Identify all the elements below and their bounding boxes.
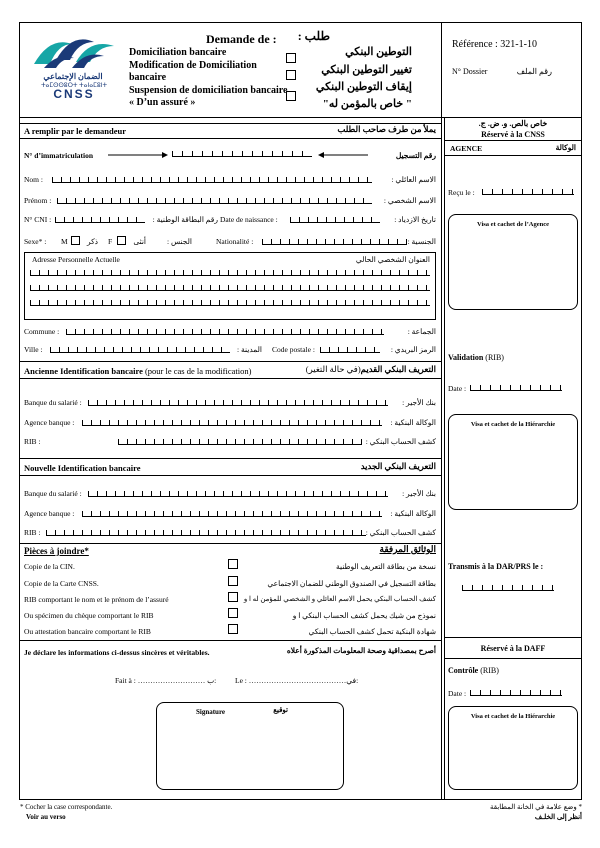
ville-field[interactable] bbox=[50, 344, 230, 353]
logo-cnss: CNSS bbox=[53, 87, 95, 101]
reference-label: Référence : 321-1-10 bbox=[452, 39, 537, 50]
piece-5-ar: شهادة البنكية تحمل كشف الحساب البنكي bbox=[308, 627, 436, 636]
signature-label-ar: توقيع bbox=[273, 706, 288, 714]
adresse-label-ar: العنوان الشخصي الحالي bbox=[355, 255, 430, 264]
option-suspension-fr: Suspension de domiciliation bancaire « D’un assuré » bbox=[129, 85, 288, 108]
validation-label: Validation (RIB) bbox=[448, 353, 504, 362]
ancienne-agence-ar: الوكالة البنكية : bbox=[390, 418, 436, 427]
ancienne-rib-ar: كشف الحساب البنكي : bbox=[365, 437, 436, 446]
controle-date-field[interactable] bbox=[470, 687, 562, 696]
ancienne-title-fr: Ancienne Identification bancaire (pour le cas de la modification) bbox=[24, 366, 252, 376]
piece-4-fr: Ou spécimen du chèque comportant le RIB bbox=[24, 611, 154, 620]
pieces-title-ar: الوثائق المرفقة bbox=[379, 544, 436, 554]
prenom-label-ar: الاسم الشخصي : bbox=[383, 196, 436, 205]
piece-2-fr: Copie de la Carte CNSS. bbox=[24, 579, 99, 588]
nouvelle-rib-fr: RIB : bbox=[24, 528, 41, 537]
header-divider bbox=[19, 117, 582, 118]
visa-hierarchie-box[interactable] bbox=[448, 414, 578, 510]
nouvelle-top-line bbox=[19, 458, 441, 459]
footer-note-ar: * وضع علامة في الخانة المطابقة bbox=[489, 803, 582, 811]
demande-title-ar: طلب : bbox=[297, 29, 330, 43]
nom-label-fr: Nom : bbox=[24, 175, 43, 184]
ancienne-title-ar: التعريف البنكي القديم(في حالة التغير) bbox=[305, 364, 436, 374]
piece-1-checkbox[interactable] bbox=[228, 559, 238, 569]
adresse-line-1[interactable] bbox=[30, 267, 430, 276]
cni-field[interactable] bbox=[55, 214, 145, 223]
cni-label-fr: N° CNI : bbox=[24, 215, 52, 224]
footer-note-fr: * Cocher la case correspondante. bbox=[20, 803, 113, 811]
validation-date-label: Date : bbox=[448, 384, 467, 393]
sexe-m-ar: ذكر bbox=[86, 237, 98, 246]
piece-2-checkbox[interactable] bbox=[228, 576, 238, 586]
le-label: Le : …………………………………في: bbox=[235, 676, 359, 685]
daff-title-line bbox=[444, 658, 582, 659]
immat-field[interactable] bbox=[172, 148, 312, 157]
nouvelle-rib-ar: كشف الحساب البنكي : bbox=[365, 528, 436, 537]
nom-field[interactable] bbox=[52, 174, 372, 183]
footer-verso-fr[interactable]: Voir au verso bbox=[26, 813, 66, 821]
nouvelle-banque-field[interactable] bbox=[88, 488, 388, 497]
agence-label-ar: الوكالة bbox=[555, 143, 576, 152]
naissance-field[interactable] bbox=[290, 214, 380, 223]
adresse-line-3[interactable] bbox=[30, 297, 430, 306]
nouvelle-title-ar: التعريف البنكي الجديد bbox=[360, 461, 436, 471]
ancienne-banque-fr: Banque du salarié : bbox=[24, 398, 82, 407]
cnss-reserve-fr: Réservé à la CNSS bbox=[481, 130, 545, 139]
piece-4-ar: نموذج من شيك يحمل كشف الحساب البنكي ا و bbox=[292, 611, 436, 620]
validation-date-field[interactable] bbox=[470, 382, 562, 391]
agence-label-fr: AGENCE bbox=[450, 144, 483, 153]
prenom-label-fr: Prénom : bbox=[24, 196, 52, 205]
agence-title-line bbox=[444, 155, 582, 156]
fait-label: Fait à : ……………………… ب: bbox=[115, 676, 217, 685]
piece-3-checkbox[interactable] bbox=[228, 592, 238, 602]
cnss-emblem-icon bbox=[28, 30, 120, 72]
logo-tifinagh: ⵜⴰⵎⵙⵙⵓⵔⵜ ⵜⴰⵏⴰⵎⵓⵏⵜ bbox=[40, 83, 108, 89]
signature-box[interactable] bbox=[156, 702, 344, 790]
immat-label-ar: رقم التسجيل bbox=[395, 151, 436, 160]
piece-5-fr: Ou attestation bancaire comportant le RIB bbox=[24, 627, 151, 636]
nationalite-label-ar: الجنسية : bbox=[407, 237, 436, 246]
nouvelle-agence-fr: Agence banque : bbox=[24, 509, 75, 518]
option-domiciliation-ar: التوطين البنكي bbox=[345, 46, 412, 58]
ville-label-fr: Ville : bbox=[24, 345, 43, 354]
cp-field[interactable] bbox=[320, 344, 380, 353]
nouvelle-rib-field[interactable] bbox=[46, 527, 366, 536]
piece-5-checkbox[interactable] bbox=[228, 624, 238, 634]
demandeur-title-line bbox=[19, 138, 441, 139]
cp-label-ar: الرمز البريدي : bbox=[390, 345, 436, 354]
dossier-label-ar: رقم الملف bbox=[516, 67, 552, 76]
commune-label-ar: الجماعة : bbox=[407, 327, 436, 336]
transmis-date-field[interactable] bbox=[462, 582, 554, 591]
suspension-checkbox[interactable] bbox=[286, 91, 296, 101]
option-modification-ar: تغيير التوطين البنكي bbox=[321, 64, 412, 76]
arrow-right-icon bbox=[108, 151, 168, 159]
nouvelle-title-fr: Nouvelle Identification bancaire bbox=[24, 463, 141, 473]
pieces-title-fr: Pièces à joindre* bbox=[24, 546, 89, 556]
declaration-top-line bbox=[19, 640, 441, 641]
piece-2-ar: بطاقة التسجيل في الصندوق الوطني للضمان الاجتماعي bbox=[267, 579, 436, 588]
adresse-line-2[interactable] bbox=[30, 282, 430, 291]
visa-agence-box[interactable] bbox=[448, 214, 578, 310]
cni-label-ar: رقم البطاقة الوطنية : bbox=[152, 215, 218, 224]
sexe-f-label: F bbox=[108, 237, 113, 246]
ancienne-top-line bbox=[19, 361, 441, 362]
arrow-left-icon bbox=[318, 151, 368, 159]
naissance-label-fr: Date de naissance : bbox=[220, 215, 278, 224]
declaration-ar: أصرح بمصداقية وصحة المعلومات المذكورة أعلاه bbox=[286, 646, 436, 655]
nom-label-ar: الاسم العائلي : bbox=[391, 175, 436, 184]
option-domiciliation-fr: Domiciliation bancaire bbox=[129, 47, 227, 58]
transmis-label: Transmis à la DAR/PRS le : bbox=[448, 562, 544, 571]
nouvelle-agence-ar: الوكالة البنكية : bbox=[390, 509, 436, 518]
nouvelle-agence-field[interactable] bbox=[82, 508, 382, 517]
footer-verso-ar[interactable]: أنظر إلى الخلـف bbox=[534, 813, 582, 821]
cp-label-fr: Code postale : bbox=[272, 345, 315, 354]
naissance-label-ar: تاريخ الازدياد : bbox=[394, 215, 436, 224]
sexe-m-checkbox[interactable] bbox=[71, 236, 80, 245]
ancienne-banque-ar: بنك الأجير : bbox=[402, 398, 436, 407]
column-divider bbox=[441, 117, 442, 800]
demande-title-fr: Demande de : bbox=[206, 32, 277, 46]
dossier-label-fr: N° Dossier bbox=[452, 67, 488, 76]
immat-label-fr: N° d’immatriculation bbox=[24, 151, 94, 160]
ancienne-rib-fr: RIB : bbox=[24, 437, 41, 446]
column-divider-2 bbox=[444, 117, 445, 800]
cnss-title-line bbox=[444, 140, 582, 141]
nouvelle-title-line bbox=[19, 475, 441, 476]
sexe-label-ar: الجنس : bbox=[167, 237, 192, 246]
sexe-m-label: M bbox=[61, 237, 68, 246]
sexe-f-ar: أنثى bbox=[133, 237, 146, 246]
commune-field[interactable] bbox=[66, 326, 384, 335]
declaration-fr: Je déclare les informations ci-dessus sincères et véritables. bbox=[24, 648, 210, 657]
sexe-f-checkbox[interactable] bbox=[117, 236, 126, 245]
prenom-field[interactable] bbox=[57, 195, 372, 204]
visa-agence-label: Visa et cachet de l’Agence bbox=[477, 221, 549, 228]
piece-4-checkbox[interactable] bbox=[228, 608, 238, 618]
recu-date-field[interactable] bbox=[482, 186, 574, 195]
adresse-label-fr: Adresse Personnelle Actuelle bbox=[32, 255, 120, 264]
controle-label: Contrôle (RIB) bbox=[448, 666, 499, 675]
sexe-label-fr: Sexe* : bbox=[24, 237, 47, 246]
piece-1-ar: نسخة من بطاقة التعريف الوطنية bbox=[336, 562, 436, 571]
signature-label-fr: Signature bbox=[196, 708, 226, 716]
ville-label-ar: المدينة : bbox=[237, 345, 262, 354]
option-modification-fr: Modification de Domiciliation bancaire bbox=[129, 60, 257, 83]
piece-1-fr: Copie de la CIN. bbox=[24, 562, 75, 571]
ancienne-title-line bbox=[19, 378, 441, 379]
nationalite-field[interactable] bbox=[262, 236, 407, 245]
ancienne-rib-field[interactable] bbox=[118, 436, 362, 445]
daff-top-line bbox=[444, 637, 582, 638]
recu-label: Reçu le : bbox=[448, 188, 475, 197]
visa-hierarchie-label: Visa et cachet de la Hiérarchie bbox=[470, 421, 556, 428]
nouvelle-banque-ar: بنك الأجير : bbox=[402, 489, 436, 498]
option-assure-ar: " خاص بالمؤمن له" bbox=[322, 98, 412, 110]
ancienne-agence-field[interactable] bbox=[82, 417, 382, 426]
option-suspension-ar: إيقاف التوطين البنكي bbox=[315, 81, 412, 93]
domiciliation-checkbox[interactable] bbox=[286, 53, 296, 63]
nouvelle-banque-fr: Banque du salarié : bbox=[24, 489, 82, 498]
piece-3-ar: كشف الحساب البنكي يحمل الاسم العائلي و الشخصي للمؤمن له ا و bbox=[243, 595, 436, 603]
cnss-reserve-ar: خاص بالص. و. ض. ج. bbox=[478, 119, 548, 128]
visa-hierarchie2-label: Visa et cachet de la Hiérarchie bbox=[470, 713, 556, 720]
piece-3-fr: RIB comportant le nom et le prénom de l’assuré bbox=[24, 595, 169, 604]
demandeur-title-fr: A remplir par le demandeur bbox=[24, 126, 126, 136]
daff-label: Réservé à la DAFF bbox=[480, 644, 546, 653]
demandeur-title-ar: يملأ من طرف صاحب الطلب bbox=[337, 124, 436, 134]
header-col-divider bbox=[441, 22, 442, 117]
ancienne-agence-fr: Agence banque : bbox=[24, 418, 75, 427]
ancienne-banque-field[interactable] bbox=[88, 397, 388, 406]
logo-arabic: الضمان الإجتماعي bbox=[43, 72, 103, 81]
nationalite-label-fr: Nationalité : bbox=[216, 237, 254, 246]
modification-checkbox[interactable] bbox=[286, 70, 296, 80]
controle-date-label: Date : bbox=[448, 689, 467, 698]
cnss-logo bbox=[28, 30, 120, 100]
commune-label-fr: Commune : bbox=[24, 327, 60, 336]
